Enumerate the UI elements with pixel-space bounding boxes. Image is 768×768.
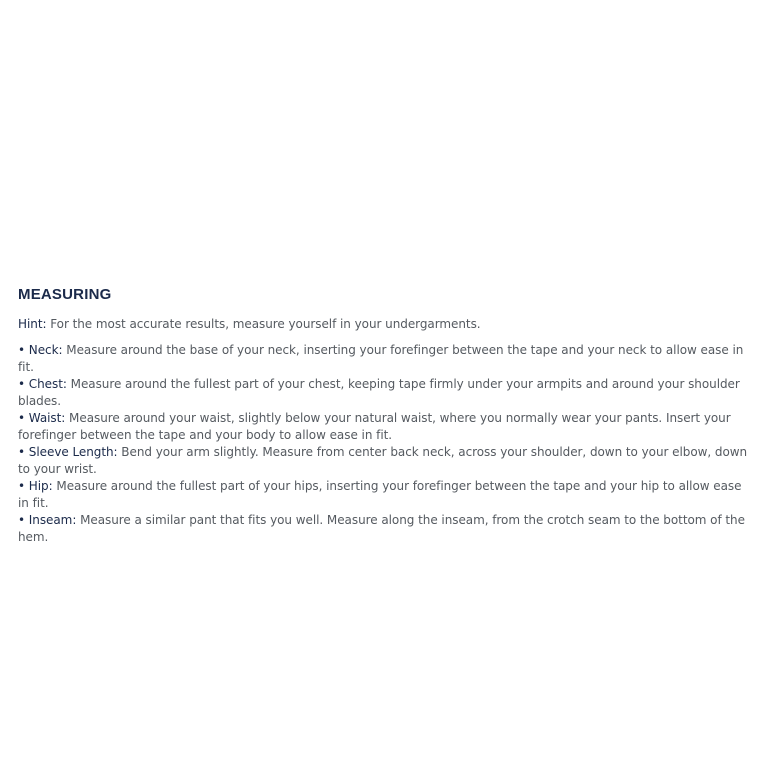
- item-label: Neck:: [28, 343, 63, 357]
- item-label: Chest:: [28, 377, 67, 391]
- item-label: Inseam:: [28, 513, 77, 527]
- bullet: •: [18, 411, 29, 425]
- item-label: Hip:: [28, 479, 53, 493]
- page-title: MEASURING: [18, 286, 112, 303]
- bullet: •: [18, 343, 29, 357]
- hint-label: Hint:: [18, 317, 47, 331]
- list-item-inseam: [18, 512, 756, 546]
- bullet: •: [18, 445, 29, 459]
- item-label: Sleeve Length:: [28, 445, 118, 459]
- list-item-sleeve-length: [18, 444, 756, 478]
- item-text: Measure around the fullest part of your hips, inserting your forefinger between the tape and your hip to allow ease in fit.: [18, 479, 742, 510]
- item-text: Bend your arm slightly. Measure from center back neck, across your shoulder, down to your elbow, down to your wrist.: [18, 445, 748, 476]
- measurement-list: [18, 342, 756, 546]
- bullet: •: [18, 513, 29, 527]
- measuring-guide: [18, 286, 756, 546]
- list-item-chest: [18, 376, 756, 410]
- item-label: Waist:: [28, 411, 66, 425]
- hint-body: For the most accurate results, measure yourself in your undergarments.: [46, 317, 481, 331]
- hint-text: [18, 316, 756, 333]
- bullet: •: [18, 377, 29, 391]
- item-text: Measure a similar pant that fits you well. Measure along the inseam, from the crotch seam to the bottom of the hem.: [18, 513, 745, 544]
- item-text: Measure around your waist, slightly below your natural waist, where you normally wear your pants. Insert your forefinger between the tape and your body to allow ease in fit.: [18, 411, 731, 442]
- list-item-hip: [18, 478, 756, 512]
- list-item-waist: [18, 410, 756, 444]
- item-text: Measure around the fullest part of your chest, keeping tape firmly under your armpits and around your shoulder blades.: [18, 377, 740, 408]
- item-text: Measure around the base of your neck, inserting your forefinger between the tape and your neck to allow ease in fit.: [18, 343, 744, 374]
- list-item-neck: [18, 342, 756, 376]
- bullet: •: [18, 479, 29, 493]
